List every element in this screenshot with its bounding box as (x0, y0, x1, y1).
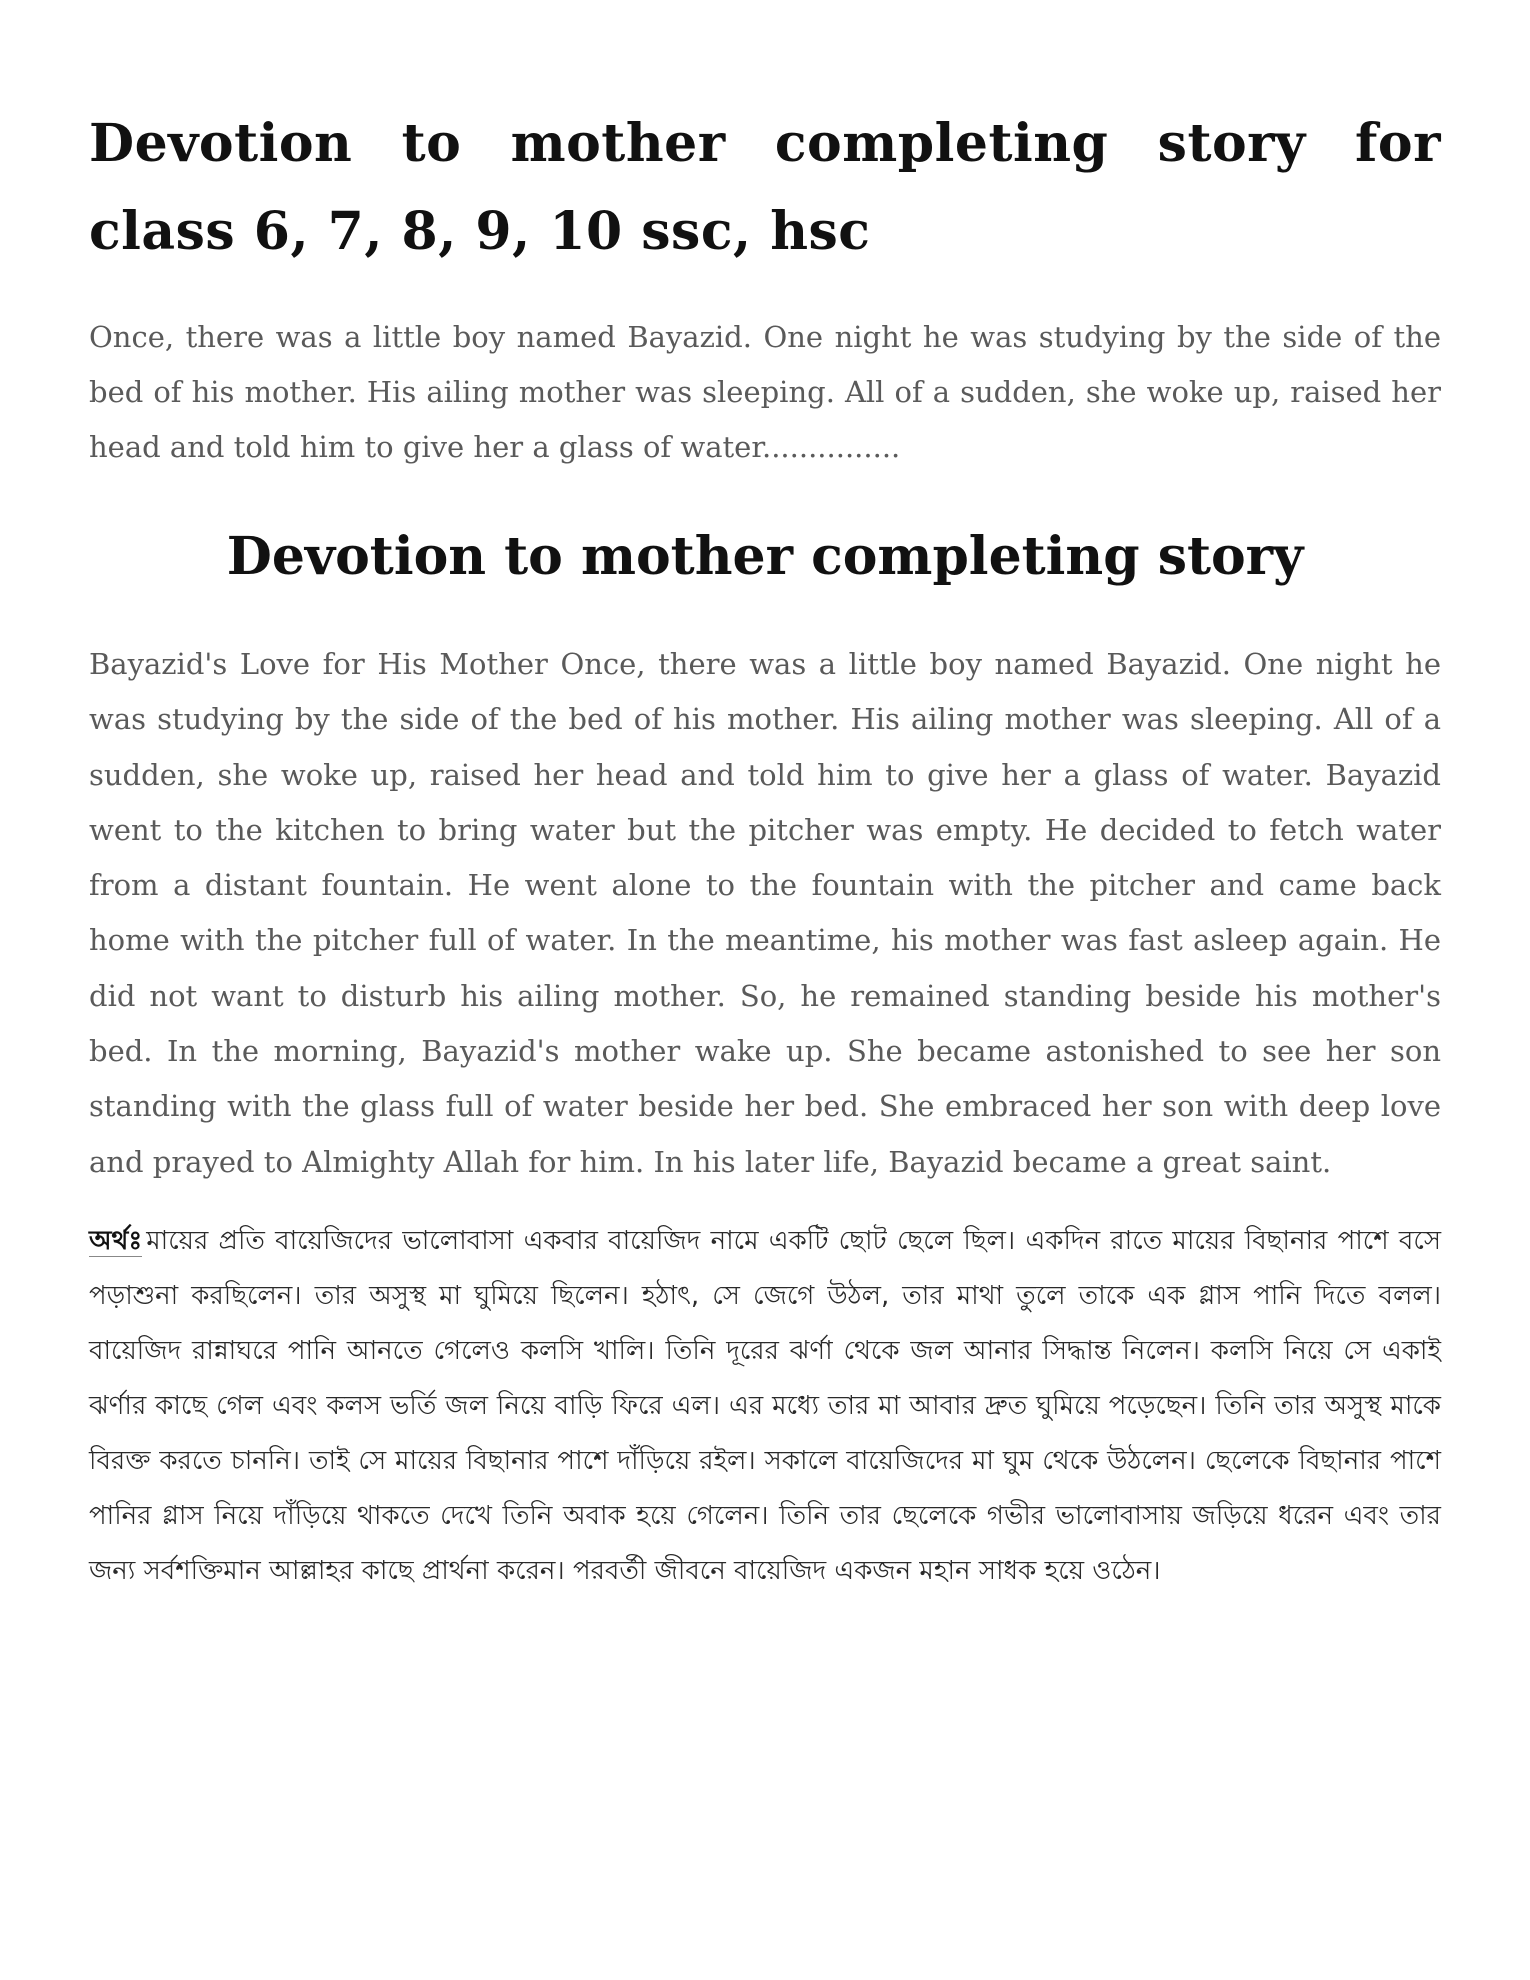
translation-label: অর্থঃ (89, 1225, 143, 1256)
story-paragraph: Bayazid's Love for His Mother Once, there was a little boy named Bayazid. One night he was studying by the side of the bed of his mother. His ailing mother was sleeping. All of a sudden, she woke up, raised her head and told him to give her a glass of water. Bayazid went to the kitchen to bring water but the pitcher was empty. He decided to fetch water from a distant fountain. He went alone to the fountain with the pitcher and came back home with the pitcher full of water. In the meantime, his mother was fast asleep again. He did not want to disturb his ailing mother. So, he remained standing beside his mother's bed. In the morning, Bayazid's mother wake up. She became astonished to see her son standing with the glass full of water beside her bed. She embraced her son with deep love and prayed to Almighty Allah for him. In his later life, Bayazid became a great saint. (89, 647, 1441, 1179)
article (89, 100, 1441, 1599)
translation-text: মায়ের প্রতি বায়েজিদের ভালোবাসা একবার বায়েজিদ নামে একটি ছোট ছেলে ছিল। একদিন রাতে মায়ের বিছানার পাশে বসে পড়াশুনা করছিলেন। তার অসুস্থ মা ঘুমিয়ে ছিলেন। হঠাৎ, সে জেগে উঠল, তার মাথা তুলে তাকে এক গ্লাস পানি দিতে বলল। বায়েজিদ রান্নাঘরে পানি আনতে গেলেও কলসি খালি। তিনি দূরের ঝর্ণা থেকে জল আনার সিদ্ধান্ত নিলেন। কলসি নিয়ে সে একাই ঝর্ণার কাছে গেল এবং কলস ভর্তি জল নিয়ে বাড়ি ফিরে এল। এর মধ্যে তার মা আবার দ্রুত ঘুমিয়ে পড়েছেন। তিনি তার অসুস্থ মাকে বিরক্ত করতে চাননি। তাই সে মায়ের বিছানার পাশে দাঁড়িয়ে রইল। সকালে বায়েজিদের মা ঘুম থেকে উঠলেন। ছেলেকে বিছানার পাশে পানির গ্লাস নিয়ে দাঁড়িয়ে থাকতে দেখে তিনি অবাক হয়ে গেলেন। তিনি তার ছেলেকে গভীর ভালোবাসায় জড়িয়ে ধরেন এবং তার জন্য সর্বশক্তিমান আল্লাহর কাছে প্রার্থনা করেন। পরবর্তী জীবনে বায়েজিদ একজন মহান সাধক হয়ে ওঠেন। (89, 1225, 1441, 1586)
intro-paragraph: Once, there was a little boy named Bayazid. One night he was studying by the side of the bed of his mother. His ailing mother was sleeping. All of a sudden, she woke up, raised her head and told him to give her a glass of water............... (89, 320, 1441, 464)
page-title: Devotion to mother completing story for class 6, 7, 8, 9, 10 ssc, hsc (89, 113, 1441, 262)
section-title: Devotion to mother completing story (226, 526, 1304, 587)
translation-paragraph (89, 1214, 1441, 1599)
